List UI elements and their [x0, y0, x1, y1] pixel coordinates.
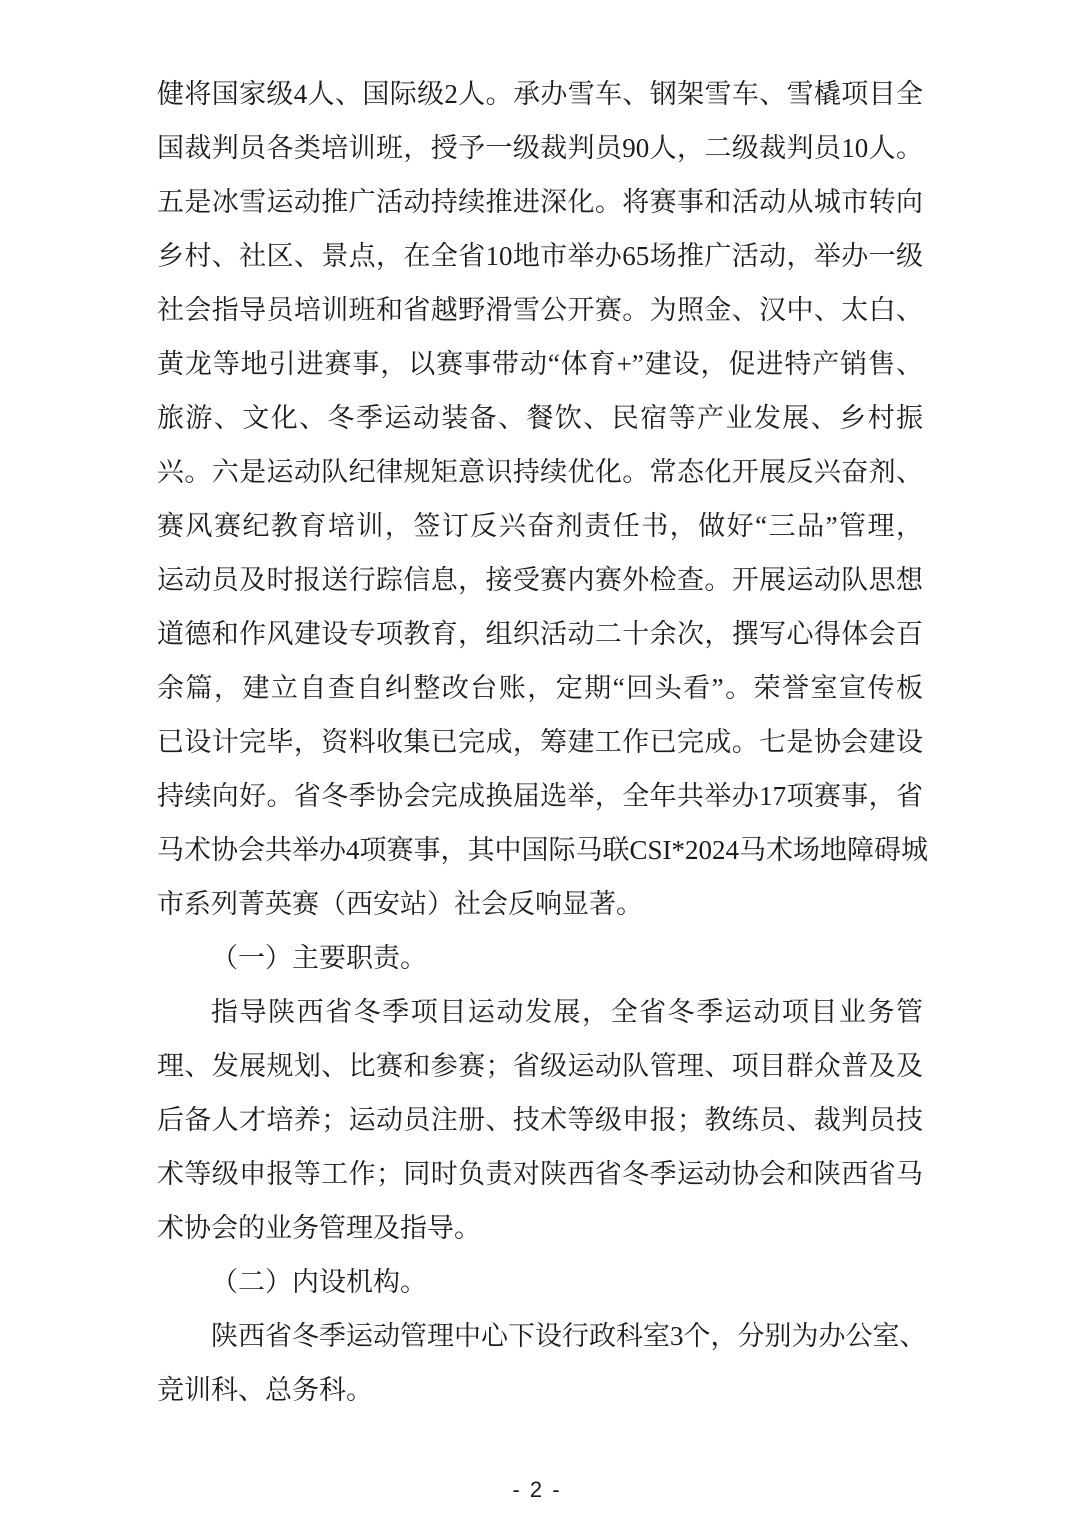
text-line: 竞训科、总务科。 — [157, 1375, 373, 1405]
text-line: 社会指导员培训班和省越野滑雪公开赛。为照金、汉中、太白、 — [157, 295, 923, 325]
text-body — [157, 67, 929, 1417]
text-line: 理、发展规划、比赛和参赛；省级运动队管理、项目群众普及及 — [157, 1051, 923, 1081]
text-line: 后备人才培养；运动员注册、技术等级申报；教练员、裁判员技 — [157, 1105, 923, 1135]
text-line: 道德和作风建设专项教育，组织活动二十余次，撰写心得体会百 — [157, 619, 923, 649]
text-line: 市系列菁英赛（西安站）社会反响显著。 — [157, 889, 643, 919]
text-line: 赛风赛纪教育培训，签订反兴奋剂责任书，做好“三品”管理， — [157, 511, 923, 541]
text-line: 乡村、社区、景点，在全省10地市举办65场推广活动，举办一级 — [157, 241, 923, 271]
page-number: - 2 - — [512, 1477, 562, 1502]
text-line: 持续向好。省冬季协会完成换届选举，全年共举办17项赛事，省 — [157, 781, 923, 811]
text-line: 五是冰雪运动推广活动持续推进深化。将赛事和活动从城市转向 — [157, 187, 923, 217]
text-line: 马术协会共举办4项赛事，其中国际马联CSI*2024马术场地障碍城 — [157, 835, 929, 865]
text-line: 旅游、文化、冬季运动装备、餐饮、民宿等产业发展、乡村振 — [157, 403, 923, 433]
text-line: 黄龙等地引进赛事，以赛事带动“体育+”建设，促进特产销售、 — [157, 349, 923, 379]
text-line: 兴。六是运动队纪律规矩意识持续优化。常态化开展反兴奋剂、 — [157, 457, 923, 487]
text-line: 陕西省冬季运动管理中心下设行政科室3个，分别为办公室、 — [211, 1321, 927, 1351]
text-line: 健将国家级4人、国际级2人。承办雪车、钢架雪车、雪橇项目全 — [157, 79, 923, 109]
text-line: 指导陕西省冬季项目运动发展，全省冬季运动项目业务管 — [211, 997, 923, 1027]
text-line: 术等级申报等工作；同时负责对陕西省冬季运动协会和陕西省马 — [157, 1159, 923, 1189]
text-line: （一）主要职责。 — [211, 943, 427, 973]
text-line: 余篇，建立自查自纠整改台账，定期“回头看”。荣誉室宣传板 — [157, 673, 923, 703]
text-line: 国裁判员各类培训班，授予一级裁判员90人，二级裁判员10人。 — [157, 133, 923, 163]
text-line: 已设计完毕，资料收集已完成，筹建工作已完成。七是协会建设 — [157, 727, 923, 757]
text-line: （二）内设机构。 — [211, 1267, 427, 1297]
text-line: 术协会的业务管理及指导。 — [157, 1213, 481, 1243]
text-line: 运动员及时报送行踪信息，接受赛内赛外检查。开展运动队思想 — [157, 565, 923, 595]
